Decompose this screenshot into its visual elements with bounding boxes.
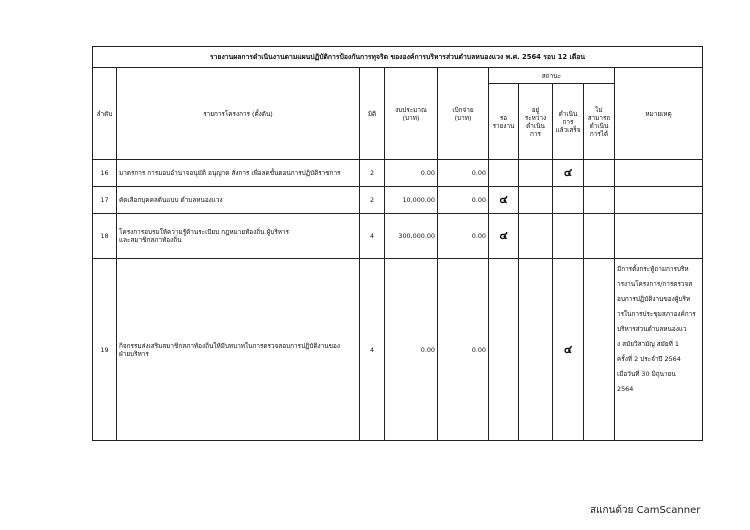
row-project bbox=[117, 214, 360, 259]
cell-status-unable bbox=[584, 187, 615, 214]
cell-status-in-progress bbox=[519, 160, 553, 187]
header-status-unable bbox=[584, 84, 615, 160]
table-row bbox=[93, 160, 703, 187]
row-project bbox=[117, 160, 360, 187]
header-remark: หมายเหตุ bbox=[615, 68, 703, 160]
header-budget-unit: (บาท) bbox=[402, 113, 420, 122]
status-unable-line: ดำเนิน bbox=[589, 121, 609, 130]
cell-status-waiting: ๔ bbox=[489, 187, 519, 214]
row-number: 16 bbox=[93, 160, 117, 187]
header-spent bbox=[438, 68, 489, 160]
row-number: 19 bbox=[93, 259, 117, 441]
cell-status-waiting bbox=[489, 160, 519, 187]
table-row bbox=[93, 259, 703, 441]
header-status: สถานะ bbox=[489, 68, 615, 84]
header-spent-unit: (บาท) bbox=[454, 113, 472, 122]
header-budget-line: งบประมาณ bbox=[395, 105, 427, 114]
remark-line: ารในการประชุมสภาองค์การ bbox=[617, 310, 696, 318]
remark-line: อบการปฏิบัติงานของผู้บริห bbox=[617, 295, 691, 303]
status-done-line: การ bbox=[562, 117, 574, 126]
row-budget: 0.00 bbox=[385, 160, 438, 187]
remark-line: บริหารส่วนตำบลหนองแว bbox=[617, 325, 687, 333]
cell-status-in-progress bbox=[519, 259, 553, 441]
row-number: 17 bbox=[93, 187, 117, 214]
project-line: โครงการอบรมให้ความรู้ด้านระเบียบ กฎหมายท้องถิ่น ผู้บริหาร bbox=[119, 228, 289, 236]
report-page bbox=[92, 46, 702, 438]
row-budget: 0.00 bbox=[385, 259, 438, 441]
title-row bbox=[93, 47, 703, 68]
cell-status-done: ๔ bbox=[553, 259, 584, 441]
header-budget bbox=[385, 68, 438, 160]
header-status-waiting bbox=[489, 84, 519, 160]
status-progress-line: ระหว่าง bbox=[524, 113, 547, 122]
remark-line: ครั้งที่ 2 ประจำปี 2564 bbox=[617, 355, 681, 363]
scanner-watermark: สแกนด้วย CamScanner bbox=[590, 505, 701, 516]
table-row bbox=[93, 214, 703, 259]
row-spent: 0.00 bbox=[438, 187, 489, 214]
header-dimension: มิติ bbox=[360, 68, 385, 160]
cell-status-unable bbox=[584, 214, 615, 259]
remark-line: ารงานโครงการ/การตรวจส bbox=[617, 280, 693, 288]
row-project bbox=[117, 187, 360, 214]
project-line: และสมาชิกสภาท้องถิ่น bbox=[119, 236, 182, 244]
status-unable-line: สามารถ bbox=[587, 113, 611, 122]
header-status-done bbox=[553, 84, 584, 160]
row-project bbox=[117, 259, 360, 441]
remark-line: เมื่อวันที่ 30 มิถุนายน bbox=[617, 370, 676, 378]
status-progress-line: อยู่ bbox=[531, 105, 540, 114]
row-spent: 0.00 bbox=[438, 214, 489, 259]
table-row bbox=[93, 187, 703, 214]
cell-status-in-progress bbox=[519, 214, 553, 259]
row-remark bbox=[615, 259, 703, 441]
status-progress-line: การ bbox=[530, 129, 541, 138]
cell-status-done bbox=[553, 187, 584, 214]
status-waiting-line: รายงาน bbox=[492, 121, 515, 130]
row-budget: 300,000.00 bbox=[385, 214, 438, 259]
row-dimension: 2 bbox=[360, 187, 385, 214]
header-project: รายการโครงการ (ตั้งต้น) bbox=[117, 68, 360, 160]
header-spent-line: เบิกจ่าย bbox=[452, 105, 474, 114]
project-line: ฝ่ายบริหาร bbox=[119, 349, 149, 358]
row-remark bbox=[615, 160, 703, 187]
status-unable-line: ไม่ bbox=[595, 105, 603, 114]
cell-status-in-progress bbox=[519, 187, 553, 214]
cell-status-waiting: ๔ bbox=[489, 214, 519, 259]
cell-status-unable bbox=[584, 259, 615, 441]
row-remark bbox=[615, 214, 703, 259]
project-line: กิจกรรมส่งเสริมสมาชิกสภาท้องถิ่นให้มีบทบาทในการตรวจสอบการปฏิบัติงานของ bbox=[119, 341, 340, 350]
remark-line: 2564 bbox=[617, 385, 634, 393]
status-progress-line: ดำเนิน bbox=[526, 121, 545, 130]
status-done-line: ดำเนิน bbox=[558, 109, 578, 118]
remark-line: มีการตั้งกระทู้ถามการบริห bbox=[617, 265, 689, 273]
header-status-in-progress bbox=[519, 84, 553, 160]
header-row-top bbox=[93, 68, 703, 84]
row-spent: 0.00 bbox=[438, 160, 489, 187]
cell-status-unable bbox=[584, 160, 615, 187]
project-line: มาตรการ การมอบอำนาจอนุมัติ อนุญาต สั่งการ เพื่อลดขั้นตอนการปฏิบัติราชการ bbox=[119, 169, 341, 177]
cell-status-waiting bbox=[489, 259, 519, 441]
project-line: คัดเลือกบุคคลต้นแบบ ตำบลหนองแวง bbox=[119, 196, 223, 204]
row-number: 18 bbox=[93, 214, 117, 259]
cell-status-done bbox=[553, 214, 584, 259]
row-dimension: 2 bbox=[360, 160, 385, 187]
status-waiting-line: รอ bbox=[499, 113, 508, 122]
row-spent: 0.00 bbox=[438, 259, 489, 441]
row-dimension: 4 bbox=[360, 259, 385, 441]
status-unable-line: การได้ bbox=[589, 129, 609, 138]
remark-line: ง สมัยวิสามัญ สมัยที่ 1 bbox=[617, 340, 679, 348]
status-done-line: แล้วเสร็จ bbox=[555, 125, 581, 134]
report-title: รายงานผลการดำเนินงานตามแผนปฏิบัติการป้องกันการทุจริต ขององค์การบริหารส่วนตำบลหนองแวง พ.ศ. 2564 รอบ 12 เดือน bbox=[93, 47, 703, 68]
row-budget: 10,000.00 bbox=[385, 187, 438, 214]
report-table bbox=[92, 46, 703, 441]
row-remark bbox=[615, 187, 703, 214]
cell-status-done: ๔ bbox=[553, 160, 584, 187]
row-dimension: 4 bbox=[360, 214, 385, 259]
header-order: ลำดับ bbox=[93, 68, 117, 160]
